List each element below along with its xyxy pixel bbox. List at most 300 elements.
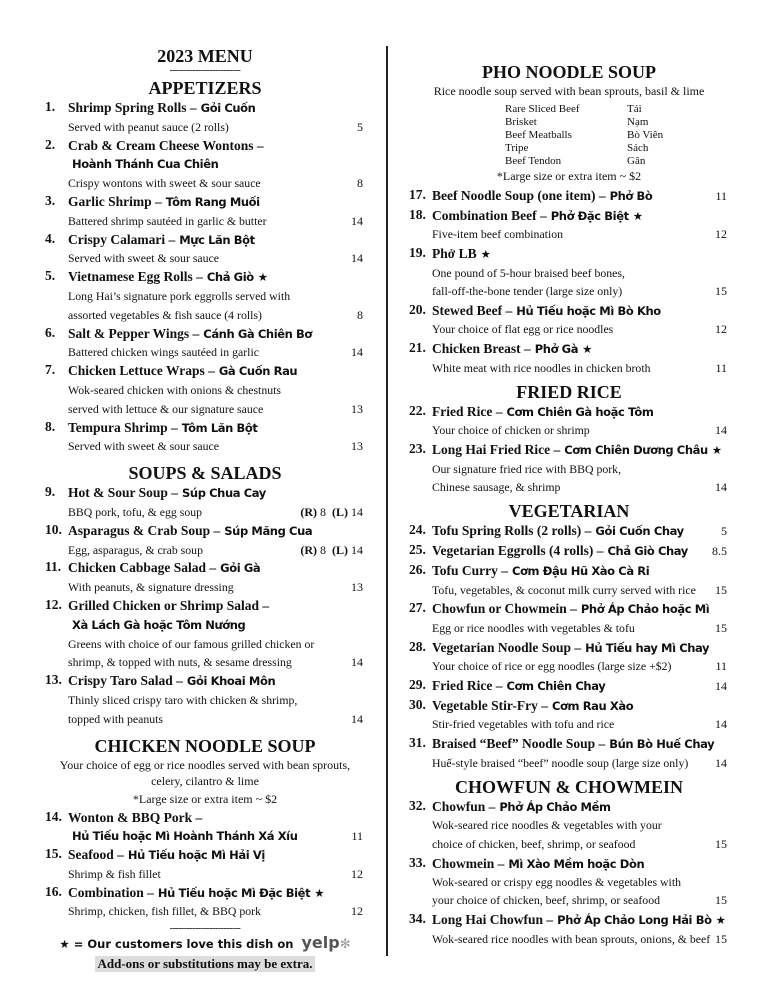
item-vietnamese-line: [68, 155, 365, 174]
item-vietnamese-name: Gà Cuốn Rau: [218, 364, 298, 379]
item-title: [432, 187, 652, 205]
item-description: Your choice of flat egg or rice noodles: [432, 322, 614, 337]
item-vietnamese-name: Gỏi Khoai Môn: [186, 674, 276, 689]
item-price: 15: [715, 893, 727, 908]
menu-item[interactable]: [45, 559, 365, 597]
item-vietnamese-name: Súp Chua Cay: [182, 486, 266, 501]
item-price: 13: [351, 580, 363, 595]
item-vietnamese-name: Hủ Tiếu hay Mì Chay: [585, 640, 710, 655]
item-title: [432, 302, 661, 320]
yelp-logo: yelp: [301, 933, 340, 953]
item-price: 14: [715, 479, 727, 494]
item-name: Tempura Shrimp –: [68, 419, 178, 435]
section-subtitle: Your choice of egg or rice noodles served with bean sprouts,: [59, 757, 351, 772]
item-description: Egg, asparagus, & crab soup: [68, 542, 203, 557]
item-vietnamese-name: Xà Lách Gà hoặc Tôm Nướng: [72, 617, 246, 632]
item-number: 29.: [409, 676, 426, 692]
item-vietnamese-name: Phở Đặc Biệt: [550, 208, 629, 223]
item-vietnamese-name: Chả Giò: [206, 270, 254, 285]
right-column: [409, 61, 729, 950]
meat-english: Beef Meatballs: [505, 129, 572, 141]
item-number: 28.: [409, 638, 426, 654]
item-number: 21.: [409, 340, 426, 356]
item-title: [432, 245, 491, 263]
item-description: shrimp, & topped with nuts, & sesame dressing: [68, 655, 292, 670]
menu-title: 2023 MENU: [157, 46, 253, 66]
menu-item[interactable]: [45, 597, 365, 672]
footer-divider: -------------------------: [169, 923, 241, 935]
item-title: [68, 137, 264, 156]
section-heading-pho: PHO NOODLE SOUP: [481, 62, 656, 82]
menu-item[interactable]: [409, 340, 729, 377]
item-number: 25.: [409, 542, 426, 558]
item-vietnamese-name: Cơm Rau Xào: [551, 698, 634, 713]
item-vietnamese-name: Mì Xào Mềm hoặc Dòn: [508, 856, 645, 871]
size-label: (R): [300, 542, 317, 557]
item-number: 4.: [45, 230, 56, 246]
item-vietnamese-name: Cơm Đậu Hũ Xào Cà Ri: [512, 564, 650, 579]
item-name: Garlic Shrimp –: [68, 193, 162, 209]
menu-item[interactable]: [409, 302, 729, 339]
item-number: 8.: [45, 418, 56, 434]
item-description: BBQ pork, tofu, & egg soup: [68, 504, 203, 519]
item-title-line: [432, 340, 729, 358]
item-name: Braised “Beef” Noodle Soup –: [432, 736, 606, 752]
item-price: 12: [351, 866, 363, 881]
item-number: 18.: [409, 206, 426, 222]
item-description-line: [432, 891, 729, 909]
item-name: Vegetable Stir-Fry –: [432, 697, 548, 713]
item-price: 15: [715, 620, 727, 635]
item-description: Our signature fried rice with BBQ pork,: [432, 461, 622, 476]
item-price: 14: [351, 711, 363, 726]
title-divider: -------------------------: [169, 65, 241, 76]
size-label: (R): [300, 504, 317, 519]
item-title-line: [432, 735, 729, 753]
meat-vietnamese: Tái: [627, 103, 642, 115]
item-vietnamese-name: Chả Giò Chay: [607, 544, 688, 559]
item-title-line: [432, 187, 729, 205]
item-name: Asparagus & Crab Soup –: [68, 522, 221, 538]
menu-item[interactable]: [409, 697, 729, 734]
item-description-line: [432, 225, 729, 243]
item-vietnamese-name: Phở Áp Chảo hoặc Mì: [580, 602, 710, 617]
item-title-line: [68, 231, 365, 250]
item-number: 19.: [409, 245, 426, 261]
star-icon: ★: [480, 247, 491, 262]
meat-vietnamese: Nạm: [627, 116, 649, 128]
item-description-line: [432, 359, 729, 377]
menu-item[interactable]: [45, 137, 365, 193]
item-description: Thinly sliced crispy taro with chicken & shrimp,: [68, 692, 298, 707]
item-title: [68, 846, 265, 865]
item-vietnamese-name: Phở Áp Chảo Mềm: [499, 799, 611, 814]
item-description-line: [432, 581, 729, 599]
item-vietnamese-name: Hoành Thánh Cua Chiên: [72, 157, 219, 172]
item-name: Long Hai Chowfun –: [432, 912, 554, 928]
item-title: [432, 600, 709, 618]
item-price: 14: [351, 655, 363, 670]
menu-item[interactable]: [45, 268, 365, 324]
menu-item[interactable]: [45, 672, 365, 728]
menu-item[interactable]: [409, 522, 729, 540]
star-icon: ★: [257, 270, 268, 285]
meat-vietnamese: Sách: [627, 142, 649, 154]
item-description-line: [432, 930, 729, 948]
item-price: 12: [715, 322, 727, 337]
item-name: Fried Rice –: [432, 677, 503, 693]
item-name: Chicken Lettuce Wraps –: [68, 363, 215, 379]
item-vietnamese-name: Gỏi Cuốn Chay: [595, 524, 684, 539]
item-title: [432, 798, 611, 816]
item-description: Crispy wontons with sweet & sour sauce: [68, 176, 261, 191]
item-title-line: [68, 193, 365, 212]
item-number: 16.: [45, 883, 62, 899]
menu-item[interactable]: [409, 562, 729, 599]
item-name: Chicken Breast –: [432, 341, 531, 357]
item-price: 14: [715, 423, 727, 438]
item-number: 32.: [409, 797, 426, 813]
item-description-line: [68, 174, 365, 193]
item-vietnamese-name: Mực Lăn Bột: [179, 232, 255, 247]
item-description-line: [432, 715, 729, 733]
item-title-line: [68, 809, 365, 828]
star-icon: ★: [711, 443, 722, 458]
item-name: Stewed Beef –: [432, 302, 513, 318]
item-description: fall-off-the-bone tender (large size only): [432, 283, 623, 298]
item-description-line: [68, 343, 365, 362]
menu-item[interactable]: [45, 846, 365, 884]
pho-meat-row: [505, 103, 729, 116]
item-title-line: [68, 522, 365, 541]
section-heading: CHOWFUN & CHOWMEIN: [455, 776, 683, 797]
item-number: 10.: [45, 521, 62, 537]
star-legend-text: = Our customers love this dish on: [73, 937, 294, 952]
item-name: Phở LB: [432, 246, 477, 262]
item-number: 34.: [409, 911, 426, 927]
item-title: [68, 325, 312, 344]
item-description-line: [432, 873, 729, 891]
size-price: 8: [320, 542, 326, 557]
menu-item[interactable]: [45, 884, 365, 922]
item-vietnamese-name: Hủ Tiếu hoặc Mì Hải Vị: [127, 848, 265, 863]
item-vietnamese-name: Gỏi Gà: [220, 561, 261, 576]
menu-item[interactable]: [409, 207, 729, 244]
item-price: 11: [715, 659, 727, 674]
item-title-line: [68, 325, 365, 344]
size-price: 14: [351, 542, 363, 557]
item-name: Beef Noodle Soup (one item) –: [432, 188, 606, 203]
item-description: Tofu, vegetables, & coconut milk curry served with rice: [432, 582, 696, 597]
item-description: Greens with choice of our famous grilled chicken or: [68, 636, 315, 651]
menu-item[interactable]: [45, 809, 365, 847]
item-name: Grilled Chicken or Shrimp Salad –: [68, 597, 270, 613]
item-title-line: [432, 677, 729, 695]
item-title: [432, 735, 714, 753]
item-vietnamese-name: Cơm Chiên Chay: [506, 678, 606, 693]
item-title-line: [68, 419, 365, 438]
item-vietnamese-name: Hủ Tiếu hoặc Mì Bò Kho: [516, 303, 661, 318]
item-price: 15: [715, 931, 727, 946]
menu-item[interactable]: [409, 677, 729, 695]
addons-note: Add-ons or substitutions may be extra.: [97, 956, 313, 972]
size-price: 8: [320, 504, 326, 519]
item-title: [68, 809, 202, 828]
item-price: 11: [715, 189, 727, 203]
item-description-line: [68, 306, 365, 325]
item-name: Chicken Cabbage Salad –: [68, 560, 217, 576]
item-name: Shrimp Spring Rolls –: [68, 100, 197, 115]
size-price: 14: [351, 504, 363, 519]
yelp-burst-icon: ✻: [339, 937, 351, 953]
item-description: Chinese sausage, & shrimp: [432, 479, 561, 494]
item-description: Served with peanut sauce (2 rolls): [68, 119, 229, 134]
item-title: [68, 884, 324, 903]
item-price: [300, 503, 365, 522]
item-vietnamese-line: [68, 827, 365, 846]
menu-item[interactable]: [45, 484, 365, 522]
star-icon: ★: [632, 208, 643, 223]
item-title: [68, 559, 260, 578]
item-number: 5.: [45, 268, 56, 284]
item-description: Five-item beef combination: [432, 227, 564, 242]
item-description-line: [68, 635, 365, 654]
item-description: topped with peanuts: [68, 711, 164, 726]
section-note: *Large size or extra item ~ $2: [132, 791, 278, 806]
menu-item[interactable]: [409, 245, 729, 300]
item-description: Battered shrimp sautéed in garlic & butter: [68, 213, 267, 228]
item-description-line: [432, 816, 729, 834]
menu-item[interactable]: [45, 362, 365, 418]
star-icon: ★: [59, 937, 70, 952]
item-title-line: [432, 441, 729, 459]
item-title-line: [432, 542, 729, 560]
star-icon: ★: [582, 342, 593, 357]
item-description: assorted vegetables & fish sauce (4 rolls): [68, 307, 262, 322]
menu-item[interactable]: [409, 911, 729, 948]
section-heading: SOUPS & SALADS: [128, 463, 282, 484]
menu-item[interactable]: [45, 193, 365, 231]
menu-item[interactable]: [409, 639, 729, 676]
item-name: Tofu Curry –: [432, 563, 509, 579]
item-title: [432, 697, 633, 715]
item-vietnamese-name: Phở Áp Chảo Long Hải Bò: [557, 913, 712, 928]
item-description: Huế-style braised “beef” noodle soup (large size only): [432, 755, 689, 770]
item-name: Wonton & BBQ Pork –: [68, 809, 203, 825]
star-icon: ★: [314, 885, 325, 900]
item-number: 17.: [409, 187, 426, 202]
menu-item[interactable]: [409, 798, 729, 853]
size-label: (L): [332, 504, 348, 519]
item-title: [432, 441, 722, 459]
item-title: [68, 99, 255, 118]
item-vietnamese-name: Gỏi Cuốn: [200, 101, 256, 115]
item-name: Vegetarian Eggrolls (4 rolls) –: [432, 543, 604, 559]
item-number: 20.: [409, 301, 426, 317]
meat-english: Beef Tendon: [505, 155, 562, 167]
item-title-line: [68, 99, 365, 118]
item-description-line: [68, 653, 365, 672]
item-title: [432, 639, 709, 657]
item-title-line: [68, 884, 365, 903]
item-title-line: [432, 911, 729, 929]
item-description-line: [68, 691, 365, 710]
item-price: 8.5: [712, 544, 727, 559]
item-description-line: [432, 657, 729, 675]
menu-item[interactable]: [45, 325, 365, 363]
item-title: [432, 911, 726, 929]
item-name: Hot & Sour Soup –: [68, 485, 179, 501]
item-name: Tofu Spring Rolls (2 rolls) –: [432, 523, 592, 539]
item-number: 7.: [45, 362, 56, 378]
pho-meat-row: [505, 142, 729, 155]
menu-item[interactable]: [409, 403, 729, 440]
item-price: 14: [715, 755, 727, 770]
menu-item[interactable]: [45, 99, 365, 137]
item-description-line: [68, 902, 365, 921]
item-title: [68, 193, 260, 212]
item-price: 5: [721, 524, 727, 539]
item-description: With peanuts, & signature dressing: [68, 580, 234, 595]
section-subtitle: celery, cilantro & lime: [151, 773, 259, 788]
item-title: [432, 855, 644, 873]
item-name: Vegetarian Noodle Soup –: [432, 639, 582, 655]
item-vietnamese-name: Hủ Tiếu hoặc Mì Đặc Biệt: [157, 885, 311, 900]
item-price: 15: [715, 283, 727, 298]
star-icon: ★: [715, 913, 726, 928]
item-description: Your choice of rice or egg noodles (large size +$2): [432, 659, 672, 674]
menu-item[interactable]: [409, 441, 729, 496]
pho-note: *Large size or extra item ~ $2: [496, 169, 642, 183]
item-price: 14: [351, 345, 363, 360]
menu-item[interactable]: [409, 855, 729, 910]
item-vietnamese-name: Hủ Tiếu hoặc Mì Hoành Thánh Xá Xíu: [72, 829, 298, 844]
item-description: Shrimp, chicken, fish fillet, & BBQ pork: [68, 904, 261, 919]
item-title-line: [432, 562, 729, 580]
item-number: 13.: [45, 672, 62, 688]
item-title: [68, 597, 269, 616]
item-description-line: [432, 754, 729, 772]
item-title: [432, 542, 688, 560]
item-title: [432, 207, 643, 225]
item-description-line: [432, 282, 729, 300]
meat-english: Brisket: [505, 116, 537, 128]
item-title-line: [68, 846, 365, 865]
menu-item[interactable]: [409, 735, 729, 772]
item-title-line: [68, 362, 365, 381]
item-description-line: [432, 478, 729, 496]
item-price: 14: [351, 213, 363, 228]
item-title: [68, 419, 257, 438]
left-column: [45, 45, 365, 973]
item-number: 14.: [45, 808, 62, 824]
item-title-line: [68, 268, 365, 287]
item-price: 12: [351, 904, 363, 919]
pho-meat-table: [505, 103, 729, 168]
item-price: 5: [357, 119, 363, 134]
item-title-line: [68, 137, 365, 156]
item-price: 11: [351, 829, 363, 844]
item-description: White meat with rice noodles in chicken broth: [432, 360, 651, 375]
item-price: 14: [715, 678, 727, 693]
item-name: Combination –: [68, 884, 154, 900]
item-name: Combination Beef –: [432, 207, 547, 223]
item-price: 12: [715, 227, 727, 242]
item-title: [432, 562, 649, 580]
menu-item[interactable]: [45, 522, 365, 560]
item-vietnamese-name: Bún Bò Huế Chay: [609, 737, 715, 752]
item-price: 8: [357, 307, 363, 322]
item-name: Seafood –: [68, 847, 124, 863]
item-description-line: [68, 710, 365, 729]
menu-item[interactable]: [45, 231, 365, 269]
item-description-line: [432, 835, 729, 853]
pho-subtitle: Rice noodle soup served with bean sprouts, basil & lime: [433, 84, 705, 98]
item-title: [68, 268, 268, 287]
item-vietnamese-name: Phở Gà: [534, 342, 579, 357]
item-name: Salt & Pepper Wings –: [68, 325, 200, 341]
item-description-line: [68, 541, 365, 560]
item-name: Chowfun or Chowmein –: [432, 601, 577, 617]
item-description-line: [432, 320, 729, 338]
item-title: [68, 672, 275, 691]
item-vietnamese-name: Tôm Lăn Bột: [181, 420, 258, 435]
item-vietnamese-name: Cơm Chiên Gà hoặc Tôm: [506, 404, 654, 419]
item-title: [68, 522, 312, 541]
item-description-line: [68, 381, 365, 400]
item-title-line: [432, 639, 729, 657]
menu-item[interactable]: [409, 187, 729, 205]
item-number: 15.: [45, 846, 62, 862]
meat-vietnamese: Gân: [627, 155, 646, 167]
item-title-line: [432, 522, 729, 540]
item-number: 6.: [45, 324, 56, 340]
item-title: [68, 231, 255, 250]
item-price: 15: [715, 836, 727, 851]
item-description: your choice of chicken, beef, shrimp, or seafood: [432, 893, 660, 908]
pho-meat-row: [505, 116, 729, 129]
item-number: 23.: [409, 441, 426, 457]
menu-item[interactable]: [409, 542, 729, 560]
item-description: choice of chicken, beef, shrimp, or seafood: [432, 836, 636, 851]
item-title-line: [432, 600, 729, 618]
item-vietnamese-name: Tôm Rang Muối: [165, 194, 260, 209]
item-description: Served with sweet & sour sauce: [68, 251, 220, 266]
menu-item[interactable]: [45, 419, 365, 457]
item-description: served with lettuce & our signature sauce: [68, 401, 264, 416]
item-description-line: [68, 503, 365, 522]
pho-meat-row: [505, 155, 729, 168]
item-number: 31.: [409, 735, 426, 751]
pho-meat-row: [505, 129, 729, 142]
item-number: 26.: [409, 562, 426, 578]
item-name: Crab & Cream Cheese Wontons –: [68, 137, 264, 153]
menu-item[interactable]: [409, 600, 729, 637]
section-heading: CHICKEN NOODLE SOUP: [94, 735, 316, 756]
item-name: Fried Rice –: [432, 403, 503, 419]
item-number: 27.: [409, 600, 426, 616]
item-title-line: [432, 207, 729, 225]
item-description-line: [68, 865, 365, 884]
size-label: (L): [332, 542, 348, 557]
item-name: Chowmein –: [432, 855, 505, 871]
item-title-line: [432, 798, 729, 816]
item-number: 30.: [409, 696, 426, 712]
item-description-line: [68, 400, 365, 419]
item-description-line: [68, 212, 365, 231]
item-title: [68, 362, 297, 381]
item-description-line: [432, 421, 729, 439]
